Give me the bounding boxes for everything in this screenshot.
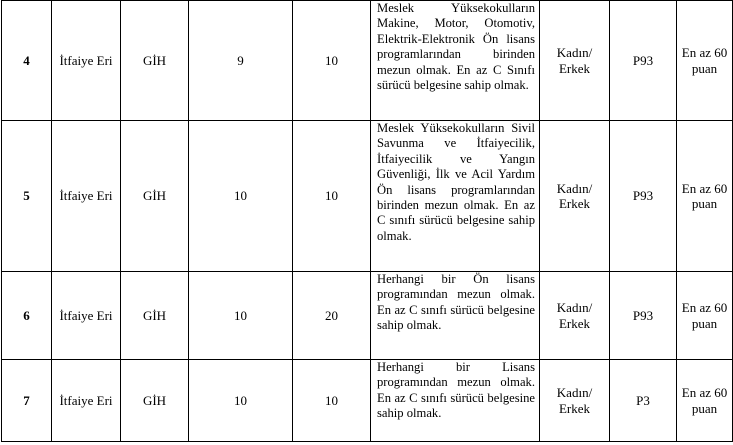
- table-row: [2, 360, 733, 442]
- score-type: P3: [610, 360, 677, 442]
- table-row: [2, 121, 733, 272]
- row-number: 6: [2, 272, 52, 360]
- score-type: P93: [610, 1, 677, 121]
- count-cell: 10: [189, 121, 293, 272]
- gender-cell: Kadın/ Erkek: [540, 360, 610, 442]
- count-cell: 9: [189, 1, 293, 121]
- unit-code: GİH: [121, 360, 189, 442]
- count-cell: 20: [293, 272, 371, 360]
- position-title: İtfaiye Eri: [52, 1, 121, 121]
- score-type: P93: [610, 121, 677, 272]
- min-score: En az 60 puan: [677, 121, 733, 272]
- count-cell: 10: [189, 272, 293, 360]
- row-number: 7: [2, 360, 52, 442]
- positions-table: [1, 0, 733, 442]
- count-cell: 10: [293, 360, 371, 442]
- unit-code: GİH: [121, 1, 189, 121]
- requirement-text: Meslek Yüksekokulların Makine, Motor, Otomotiv, Elektrik-Elektronik Ön lisans programlarından birinden mezun olmak. En az C Sınıfı sürücü belgesine sahip olmak.: [371, 1, 540, 121]
- table-row: [2, 1, 733, 121]
- score-type: P93: [610, 272, 677, 360]
- gender-cell: Kadın/ Erkek: [540, 272, 610, 360]
- count-cell: 10: [293, 121, 371, 272]
- min-score: En az 60 puan: [677, 272, 733, 360]
- gender-cell: Kadın/ Erkek: [540, 1, 610, 121]
- requirement-text: Herhangi bir Lisans programından mezun olmak. En az C sınıfı sürücü belgesine sahip olmak.: [371, 360, 540, 442]
- row-number: 4: [2, 1, 52, 121]
- position-title: İtfaiye Eri: [52, 121, 121, 272]
- min-score: En az 60 puan: [677, 360, 733, 442]
- table-row: [2, 272, 733, 360]
- requirement-text: Meslek Yüksekokulların Sivil Savunma ve İtfaiyecilik, İtfaiyecilik ve Yangın Güvenliği, İlk ve Acil Yardım Ön lisans programlarından birinden mezun olmak. En az C sınıfı sürücü belgesine sahip olmak.: [371, 121, 540, 272]
- position-title: İtfaiye Eri: [52, 272, 121, 360]
- requirement-text: Herhangi bir Ön lisans programından mezun olmak. En az C sınıfı sürücü belgesine sahip olmak.: [371, 272, 540, 360]
- gender-cell: Kadın/ Erkek: [540, 121, 610, 272]
- row-number: 5: [2, 121, 52, 272]
- unit-code: GİH: [121, 121, 189, 272]
- count-cell: 10: [293, 1, 371, 121]
- count-cell: 10: [189, 360, 293, 442]
- unit-code: GİH: [121, 272, 189, 360]
- min-score: En az 60 puan: [677, 1, 733, 121]
- position-title: İtfaiye Eri: [52, 360, 121, 442]
